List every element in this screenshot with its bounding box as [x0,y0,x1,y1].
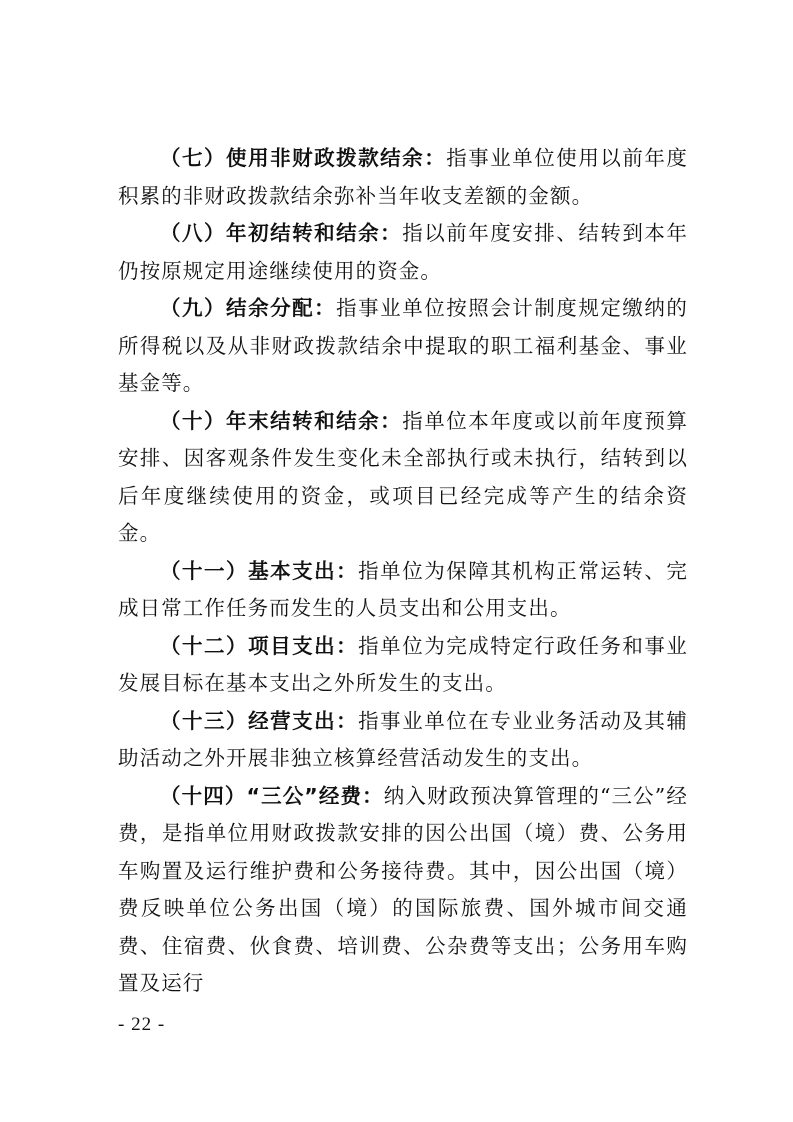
term-definition: 指事业单位使用以前年度积累的非财政拨款结余弥补当年收支差额的金额。 [118,146,688,208]
term-label: （八）年初结转和结余： [160,221,403,245]
term-definition: 指单位为保障其机构正常运转、完成日常工作任务而发生的人员支出和公用支出。 [118,558,688,620]
term-label: （十三）经营支出： [160,708,359,733]
term-label: （十）年末结转和结余： [160,408,403,433]
term-label: （七）使用非财政拨款结余： [160,146,447,170]
term-label: （十四）“三公”经费： [160,783,384,808]
paragraph-14 [118,778,688,1003]
page-number: - 22 - [118,1014,166,1035]
term-label: （九）结余分配： [160,296,337,320]
paragraph-10 [118,403,688,553]
paragraph-12 [118,628,688,703]
term-definition: 指事业单位在专业业务活动及其辅助活动之外开展非独立核算经营活动发生的支出。 [118,708,688,770]
paragraph-8 [118,215,688,290]
term-definition: 指单位为完成特定行政任务和事业发展目标在基本支出之外所发生的支出。 [118,633,688,695]
term-label: （十二）项目支出： [160,633,359,658]
paragraph-13 [118,703,688,778]
paragraph-9 [118,290,688,403]
term-definition: 指单位本年度或以前年度预算安排、因客观条件发生变化未全部执行或未执行，结转到以后年度继续使用的资金，或项目已经完成等产生的结余资金。 [118,408,688,545]
paragraph-7 [118,140,688,215]
document-body [118,140,688,1003]
term-definition: 指以前年度安排、结转到本年仍按原规定用途继续使用的资金。 [118,221,688,283]
term-definition: 指事业单位按照会计制度规定缴纳的所得税以及从非财政拨款结余中提取的职工福利基金、事业基金等。 [118,296,688,395]
paragraph-11 [118,553,688,628]
term-label: （十一）基本支出： [160,558,359,583]
term-definition: 纳入财政预决算管理的“三公”经费，是指单位用财政拨款安排的因公出国（境）费、公务用车购置及运行维护费和公务接待费。其中，因公出国（境）费反映单位公务出国（境）的国际旅费、国外城市间交通费、住宿费、伙食费、培训费、公杂费等支出；公务用车购置及运行 [118,783,688,995]
